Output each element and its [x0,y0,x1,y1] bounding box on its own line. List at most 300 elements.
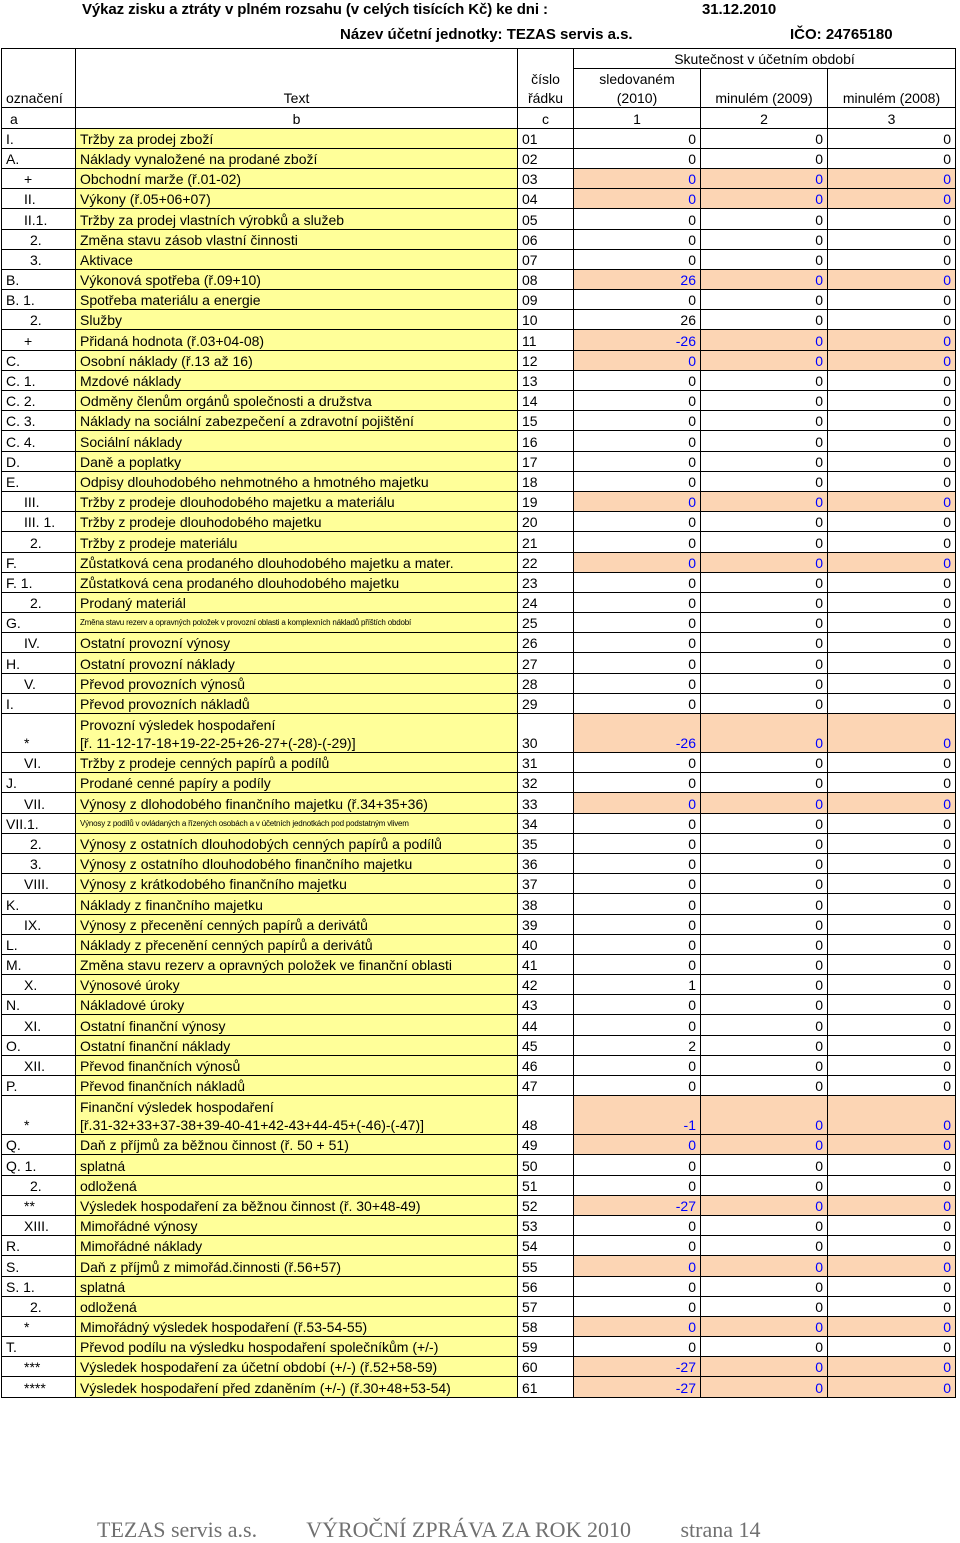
value-current: 0 [574,874,701,894]
row-designation: V. [2,673,76,693]
value-prev2: 0 [828,1256,956,1276]
value-prev2: 0 [828,1337,956,1357]
value-current: 0 [574,894,701,914]
value-prev2: 0 [828,714,956,753]
value-current: 0 [574,613,701,633]
row-designation: Q. [2,1135,76,1155]
header-blank-b [76,49,518,89]
value-prev2: 0 [828,934,956,954]
value-prev1: 0 [701,330,828,350]
row-number: 28 [518,673,574,693]
table-row [2,653,956,673]
value-prev2: 0 [828,572,956,592]
value-current: 0 [574,1256,701,1276]
row-text: Ostatní provozní výnosy [76,633,518,653]
header-sub-b: b [76,108,518,128]
row-text: Ostatní provozní náklady [76,653,518,673]
table-row [2,128,956,148]
value-current: 0 [574,491,701,511]
value-prev2: 0 [828,1155,956,1175]
value-current: 0 [574,1155,701,1175]
table-row [2,673,956,693]
row-designation: S. [2,1256,76,1276]
row-text: Převod provozních výnosů [76,673,518,693]
row-number: 32 [518,773,574,793]
value-current: 0 [574,431,701,451]
row-designation: + [2,168,76,188]
value-prev2: 0 [828,1175,956,1195]
value-prev2: 0 [828,1015,956,1035]
value-current: 0 [574,411,701,431]
value-prev2: 0 [828,431,956,451]
row-designation: IV. [2,633,76,653]
row-text: Daně a poplatky [76,451,518,471]
value-current: 0 [574,189,701,209]
value-current: 0 [574,633,701,653]
row-number: 42 [518,975,574,995]
table-row [2,1055,956,1075]
value-current: 1 [574,975,701,995]
row-designation: VIII. [2,874,76,894]
value-prev2: 0 [828,613,956,633]
table-row [2,310,956,330]
value-current: 26 [574,269,701,289]
value-prev1: 0 [701,1215,828,1235]
value-prev1: 0 [701,370,828,390]
value-prev1: 0 [701,229,828,249]
value-prev1: 0 [701,1316,828,1336]
table-row [2,613,956,633]
table-row [2,753,956,773]
row-text: Výnosy z dlohodobého finančního majetku (ř.34+35+36) [76,793,518,813]
row-designation: B. 1. [2,290,76,310]
row-designation: ** [2,1195,76,1215]
value-prev1: 0 [701,249,828,269]
table-row [2,512,956,532]
value-prev2: 0 [828,249,956,269]
value-prev2: 0 [828,391,956,411]
value-current: 0 [574,1135,701,1155]
row-text: Nákladové úroky [76,995,518,1015]
value-current: 0 [574,995,701,1015]
row-text: Změna stavu rezerv a opravných položek v provozní oblasti a komplexních nákladů příštích období [76,613,518,633]
row-text: Náklady z finančního majetku [76,894,518,914]
row-designation: N. [2,995,76,1015]
header-sub-a: a [2,108,76,128]
row-number: 44 [518,1015,574,1035]
value-prev2: 0 [828,168,956,188]
row-number: 57 [518,1296,574,1316]
row-designation: I. [2,128,76,148]
value-prev1: 0 [701,209,828,229]
row-number: 27 [518,653,574,673]
row-designation: *** [2,1357,76,1377]
table-row [2,350,956,370]
row-number: 06 [518,229,574,249]
value-prev1: 0 [701,653,828,673]
value-prev2: 0 [828,1316,956,1336]
row-number: 03 [518,168,574,188]
value-current: 0 [574,673,701,693]
table-row [2,592,956,612]
row-text: Prodané cenné papíry a podíly [76,773,518,793]
value-current: 0 [574,209,701,229]
row-designation: VII.1. [2,813,76,833]
row-number: 10 [518,310,574,330]
row-text: Tržby z prodeje dlouhodobého majetku a materiálu [76,491,518,511]
value-prev1: 0 [701,512,828,532]
table-row [2,532,956,552]
value-prev2: 0 [828,512,956,532]
value-prev1: 0 [701,471,828,491]
row-designation: P. [2,1076,76,1096]
row-number: 15 [518,411,574,431]
value-current: 0 [574,350,701,370]
row-designation: III. 1. [2,512,76,532]
row-designation: C. [2,350,76,370]
value-current: 0 [574,532,701,552]
value-prev2: 0 [828,1076,956,1096]
value-current: 0 [574,552,701,572]
row-designation: 2. [2,833,76,853]
value-prev1: 0 [701,995,828,1015]
row-text: Spotřeba materiálu a energie [76,290,518,310]
value-prev2: 0 [828,491,956,511]
value-prev1: 0 [701,914,828,934]
value-current: -26 [574,330,701,350]
value-prev1: 0 [701,189,828,209]
table-row [2,1316,956,1336]
page-footer [97,1517,760,1543]
value-prev2: 0 [828,813,956,833]
row-number: 41 [518,954,574,974]
row-designation: C. 4. [2,431,76,451]
row-designation: K. [2,894,76,914]
value-prev2: 0 [828,954,956,974]
value-prev2: 0 [828,1215,956,1235]
table-row [2,148,956,168]
value-current: 0 [574,471,701,491]
row-designation: XI. [2,1015,76,1035]
report-title [82,1,777,18]
value-prev2: 0 [828,1135,956,1155]
value-prev2: 0 [828,753,956,773]
row-designation: S. 1. [2,1276,76,1296]
row-designation: A. [2,148,76,168]
value-prev1: 0 [701,1296,828,1316]
row-designation: + [2,330,76,350]
table-row [2,934,956,954]
row-designation: * [2,1096,76,1135]
table-row [2,370,956,390]
footer-page: strana 14 [680,1517,761,1542]
value-current: 0 [574,934,701,954]
row-text: Převod finančních nákladů [76,1076,518,1096]
row-number: 33 [518,793,574,813]
value-prev1: 0 [701,1195,828,1215]
table-row [2,491,956,511]
row-designation: C. 2. [2,391,76,411]
row-number: 34 [518,813,574,833]
value-prev2: 0 [828,269,956,289]
row-text [76,1096,518,1135]
row-designation: J. [2,773,76,793]
value-prev1: 0 [701,954,828,974]
header-prev2: minulém (2008) [828,88,956,108]
value-prev1: 0 [701,793,828,813]
value-current: 0 [574,148,701,168]
value-current: 0 [574,249,701,269]
row-text: Náklady z přecenění cenných papírů a derivátů [76,934,518,954]
value-prev2: 0 [828,833,956,853]
row-text: Výnosy z krátkodobého finančního majetku [76,874,518,894]
row-text-line1: Finanční výsledek hospodaření [80,1099,274,1116]
row-number: 14 [518,391,574,411]
row-designation: 2. [2,1296,76,1316]
row-text: Zůstatková cena prodaného dlouhodobého majetku [76,572,518,592]
table-row [2,290,956,310]
table-row [2,833,956,853]
value-prev1: 0 [701,1135,828,1155]
header-radek-1: číslo [518,49,574,89]
table-row [2,552,956,572]
value-current: 0 [574,592,701,612]
row-number: 60 [518,1357,574,1377]
value-prev1: 0 [701,975,828,995]
row-text: Mimořádný výsledek hospodaření (ř.53-54-55) [76,1316,518,1336]
value-prev2: 0 [828,1357,956,1377]
row-number: 52 [518,1195,574,1215]
table-row [2,411,956,431]
table-row [2,451,956,471]
value-current: 0 [574,1316,701,1336]
row-number: 58 [518,1316,574,1336]
value-current: 0 [574,168,701,188]
row-text: Výsledek hospodaření za účetní období (+/-) (ř.52+58-59) [76,1357,518,1377]
row-text: Služby [76,310,518,330]
value-prev2: 0 [828,1195,956,1215]
value-current: 0 [574,1236,701,1256]
header-sub-3: 3 [828,108,956,128]
row-text: Výkony (ř.05+06+07) [76,189,518,209]
table-row [2,1357,956,1377]
row-designation: **** [2,1377,76,1397]
value-prev2: 0 [828,532,956,552]
value-prev2: 0 [828,1236,956,1256]
row-text: Sociální náklady [76,431,518,451]
value-current: 2 [574,1035,701,1055]
row-text: Daň z příjmů z mimořád.činnosti (ř.56+57) [76,1256,518,1276]
table-row [2,874,956,894]
row-text: Odměny členům orgánů společnosti a družstva [76,391,518,411]
row-text: Mimořádné výnosy [76,1215,518,1235]
footer-company: TEZAS servis a.s. [97,1517,258,1542]
row-number: 51 [518,1175,574,1195]
value-prev2: 0 [828,1296,956,1316]
value-current: 0 [574,653,701,673]
value-prev2: 0 [828,793,956,813]
value-prev1: 0 [701,391,828,411]
value-prev1: 0 [701,894,828,914]
value-prev2: 0 [828,633,956,653]
row-number: 49 [518,1135,574,1155]
header-period-group: Skutečnost v účetním období [574,49,956,69]
row-text: Aktivace [76,249,518,269]
value-current: 0 [574,773,701,793]
row-number: 31 [518,753,574,773]
report-title-text: Výkaz zisku a ztráty v plném rozsahu (v celých tisících Kč) ke dni : [82,1,548,18]
table-row [2,1076,956,1096]
value-prev1: 0 [701,853,828,873]
row-text: Výnosy z ostatních dlouhodobých cenných papírů a podílů [76,833,518,853]
table-header [2,49,956,129]
value-prev2: 0 [828,128,956,148]
value-prev1: 0 [701,673,828,693]
row-number: 56 [518,1276,574,1296]
row-text: Změna stavu zásob vlastní činnosti [76,229,518,249]
row-text: Mimořádné náklady [76,1236,518,1256]
table-row [2,1296,956,1316]
value-prev1: 0 [701,451,828,471]
value-prev1: 0 [701,714,828,753]
row-text: Výnosy z přecenění cenných papírů a derivátů [76,914,518,934]
table-row [2,975,956,995]
row-designation: 2. [2,532,76,552]
table-row [2,229,956,249]
row-text: Tržby z prodeje cenných papírů a podílů [76,753,518,773]
table-row [2,693,956,713]
row-number: 29 [518,693,574,713]
row-designation: L. [2,934,76,954]
value-prev2: 0 [828,773,956,793]
value-prev2: 0 [828,1055,956,1075]
value-prev1: 0 [701,290,828,310]
row-number: 13 [518,370,574,390]
row-designation: B. [2,269,76,289]
value-prev2: 0 [828,914,956,934]
value-prev2: 0 [828,229,956,249]
row-designation: VI. [2,753,76,773]
value-prev1: 0 [701,1155,828,1175]
row-text: Výnosy z podílů v ovládaných a řízených osobách a v účetních jednotkách pod podstatným vlivem [76,813,518,833]
row-text [76,714,518,753]
value-prev1: 0 [701,269,828,289]
header-prev1: minulém (2009) [701,88,828,108]
value-current: 0 [574,512,701,532]
table-row [2,954,956,974]
row-number: 02 [518,148,574,168]
table-row [2,391,956,411]
row-designation: I. [2,693,76,713]
value-current: 0 [574,128,701,148]
row-number: 30 [518,714,574,753]
value-current: 0 [574,391,701,411]
row-text: Tržby z prodeje materiálu [76,532,518,552]
table-row [2,633,956,653]
value-prev1: 0 [701,532,828,552]
value-current: 0 [574,914,701,934]
row-designation: * [2,714,76,753]
value-prev1: 0 [701,1377,828,1397]
value-prev1: 0 [701,1256,828,1276]
row-number: 54 [518,1236,574,1256]
row-number: 61 [518,1377,574,1397]
row-text: Náklady na sociální zabezpečení a zdravotní pojištění [76,411,518,431]
row-designation: 2. [2,1175,76,1195]
value-prev1: 0 [701,874,828,894]
value-prev1: 0 [701,1337,828,1357]
row-number: 40 [518,934,574,954]
table-row [2,1377,956,1397]
table-row [2,572,956,592]
entity-line [340,26,893,43]
row-text: Výsledek hospodaření za běžnou činnost (ř. 30+48-49) [76,1195,518,1215]
row-designation: 2. [2,310,76,330]
row-number: 59 [518,1337,574,1357]
row-designation: R. [2,1236,76,1256]
table-row [2,1276,956,1296]
header-blank-a [2,49,76,89]
row-text: Daň z příjmů za běžnou činnost (ř. 50 + 51) [76,1135,518,1155]
value-prev1: 0 [701,431,828,451]
value-prev2: 0 [828,330,956,350]
value-prev1: 0 [701,693,828,713]
row-designation: H. [2,653,76,673]
row-text: Převod podílu na výsledku hospodaření společníkům (+/-) [76,1337,518,1357]
value-prev1: 0 [701,350,828,370]
value-current: 0 [574,1215,701,1235]
table-row [2,995,956,1015]
value-prev2: 0 [828,290,956,310]
row-number: 36 [518,853,574,873]
row-number: 18 [518,471,574,491]
value-current: 0 [574,813,701,833]
row-text: splatná [76,1155,518,1175]
row-number: 53 [518,1215,574,1235]
table-row [2,914,956,934]
row-text: Přidaná hodnota (ř.03+04-08) [76,330,518,350]
header-blank-c [701,69,828,89]
row-designation: D. [2,451,76,471]
table-row [2,853,956,873]
row-number: 07 [518,249,574,269]
value-prev1: 0 [701,411,828,431]
value-prev2: 0 [828,1096,956,1135]
row-number: 16 [518,431,574,451]
row-number: 08 [518,269,574,289]
value-prev2: 0 [828,411,956,431]
row-text-line1: Provozní výsledek hospodaření [80,717,276,733]
value-prev2: 0 [828,592,956,612]
row-number: 05 [518,209,574,229]
table-row [2,209,956,229]
value-prev1: 0 [701,592,828,612]
value-prev1: 0 [701,1357,828,1377]
row-number: 17 [518,451,574,471]
table-row [2,1096,956,1135]
row-number: 55 [518,1256,574,1276]
value-prev1: 0 [701,168,828,188]
row-text: Ostatní finanční náklady [76,1035,518,1055]
header-sub-c: c [518,108,574,128]
table-row [2,793,956,813]
value-prev2: 0 [828,370,956,390]
value-prev1: 0 [701,813,828,833]
table-row [2,1135,956,1155]
row-number: 19 [518,491,574,511]
footer-report: VÝROČNÍ ZPRÁVA ZA ROK 2010 [306,1517,631,1542]
value-prev2: 0 [828,451,956,471]
